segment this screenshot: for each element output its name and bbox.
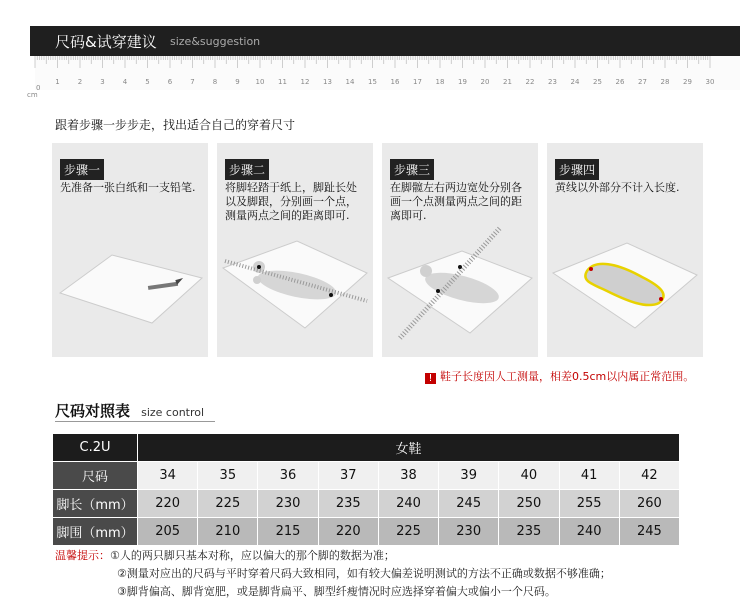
- table-cell: 210: [198, 518, 258, 546]
- ruler-label: 24: [570, 78, 580, 86]
- table-category-cell: 女鞋: [138, 434, 680, 462]
- table-cell: 245: [619, 518, 679, 546]
- row-label: 尺码: [53, 462, 138, 490]
- table-cell: 38: [378, 462, 438, 490]
- table-cell: 220: [318, 518, 378, 546]
- ruler-unit: cm: [27, 91, 38, 99]
- ruler-label: 25: [593, 78, 602, 86]
- title-underline: [55, 421, 215, 422]
- tip-line: ②测量对应出的尺码与平时穿着尺码大致相同，如有较大偏差说明测试的方法不正确或数据不够准确；: [117, 567, 611, 580]
- table-cell: 225: [198, 490, 258, 518]
- step-3-label: 步骤三: [390, 159, 434, 180]
- ruler-label: 4: [122, 78, 128, 86]
- ruler-label: 3: [100, 78, 105, 86]
- table-row: [53, 490, 680, 518]
- tip-line: ①人的两只脚只基本对称，应以偏大的那个脚的数据为准；: [110, 549, 395, 562]
- table-cell: 230: [439, 518, 499, 546]
- ruler-label: 16: [390, 78, 400, 86]
- ruler-label: 5: [145, 78, 150, 86]
- step-2-label: 步骤二: [225, 159, 269, 180]
- ruler-label: 14: [345, 78, 355, 86]
- table-cell: 235: [499, 518, 559, 546]
- ruler-label: 6: [167, 78, 173, 86]
- table-cell: 245: [439, 490, 499, 518]
- step-4-panel: [547, 143, 703, 357]
- table-cell: 250: [499, 490, 559, 518]
- row-label: 脚围（mm）: [53, 518, 138, 546]
- table-header-row: [53, 434, 680, 462]
- ruler-label: 18: [435, 78, 445, 86]
- warning-icon: !: [425, 373, 436, 384]
- table-cell: 35: [198, 462, 258, 490]
- table-cell: 260: [619, 490, 679, 518]
- ruler-label: 8: [212, 78, 218, 86]
- measurement-warning: [425, 368, 694, 384]
- ruler-label: 13: [323, 78, 332, 86]
- size-chart-title-en: size control: [141, 406, 205, 419]
- ruler: [27, 56, 740, 99]
- table-row: [53, 518, 680, 546]
- table-cell: 235: [318, 490, 378, 518]
- table-cell: 42: [619, 462, 679, 490]
- table-cell: 215: [258, 518, 318, 546]
- table-cell: 34: [138, 462, 198, 490]
- row-label: 脚长（mm）: [53, 490, 138, 518]
- step-1-panel: [52, 143, 208, 357]
- ruler-label: 21: [503, 78, 512, 86]
- size-chart-title: [55, 400, 204, 421]
- section-header: [30, 26, 740, 56]
- ruler-label: 22: [525, 78, 535, 86]
- table-cell: 220: [138, 490, 198, 518]
- ruler-label: 2: [77, 78, 83, 86]
- ruler-label: 12: [300, 78, 310, 86]
- ruler-label: 23: [548, 78, 557, 86]
- step-2-panel: [217, 143, 373, 357]
- header-title: 尺码&试穿建议: [55, 33, 157, 51]
- ruler-label: 27: [638, 78, 647, 86]
- ruler-label: 29: [683, 78, 692, 86]
- step-4-text: 黄线以外部分不计入长度.: [555, 181, 680, 194]
- size-chart-title-cn: 尺码对照表: [55, 402, 131, 420]
- tip-line: ③脚背偏高、脚背宽肥，或是脚背扁平、脚型纤瘦情况时应选择穿着偏大或偏小一个尺码。: [117, 585, 556, 598]
- step-1-text: 先准备一张白纸和一支铅笔.: [60, 181, 196, 194]
- step-3-text: 在脚髋左右两边宽处分别各画一个点测量两点之间的距离即可.: [390, 181, 522, 222]
- tips-label: 温馨提示：: [55, 549, 110, 562]
- table-cell: 37: [318, 462, 378, 490]
- tips-block: [55, 547, 611, 601]
- step-1-label: 步骤一: [60, 159, 104, 180]
- table-cell: 240: [378, 490, 438, 518]
- table-code-cell: C.2U: [53, 434, 138, 462]
- ruler-label: 17: [413, 78, 422, 86]
- ruler-label: 28: [660, 78, 670, 86]
- ruler-label: 1: [55, 78, 60, 86]
- table-cell: 255: [559, 490, 619, 518]
- warning-text: 鞋子长度因人工测量，相差0.5cm以内属正常范围。: [440, 370, 695, 383]
- step-4-label: 步骤四: [555, 159, 599, 180]
- step-3-panel: [382, 143, 538, 357]
- table-cell: 40: [499, 462, 559, 490]
- table-cell: 230: [258, 490, 318, 518]
- table-cell: 240: [559, 518, 619, 546]
- table-row: [53, 462, 680, 490]
- ruler-body: [35, 56, 740, 90]
- ruler-label: 0: [36, 84, 41, 92]
- ruler-label: 7: [190, 78, 195, 86]
- ruler-label: 20: [480, 78, 490, 86]
- step-2-text: 将脚轻踏于纸上，脚趾长处以及脚跟，分别画一个点，测量两点之间的距离即可.: [225, 181, 357, 222]
- ruler-label: 9: [235, 78, 240, 86]
- size-table: [52, 433, 680, 546]
- table-cell: 205: [138, 518, 198, 546]
- intro-text: 跟着步骤一步步走，找出适合自己的穿着尺寸: [55, 118, 296, 132]
- table-cell: 36: [258, 462, 318, 490]
- table-cell: 39: [439, 462, 499, 490]
- table-cell: 225: [378, 518, 438, 546]
- ruler-label: 26: [615, 78, 625, 86]
- ruler-label: 15: [368, 78, 377, 86]
- table-cell: 41: [559, 462, 619, 490]
- header-subtitle: size&suggestion: [170, 35, 261, 48]
- ruler-label: 11: [278, 78, 287, 86]
- ruler-label: 10: [255, 78, 265, 86]
- ruler-label: 19: [458, 78, 467, 86]
- ruler-label: 30: [705, 78, 715, 86]
